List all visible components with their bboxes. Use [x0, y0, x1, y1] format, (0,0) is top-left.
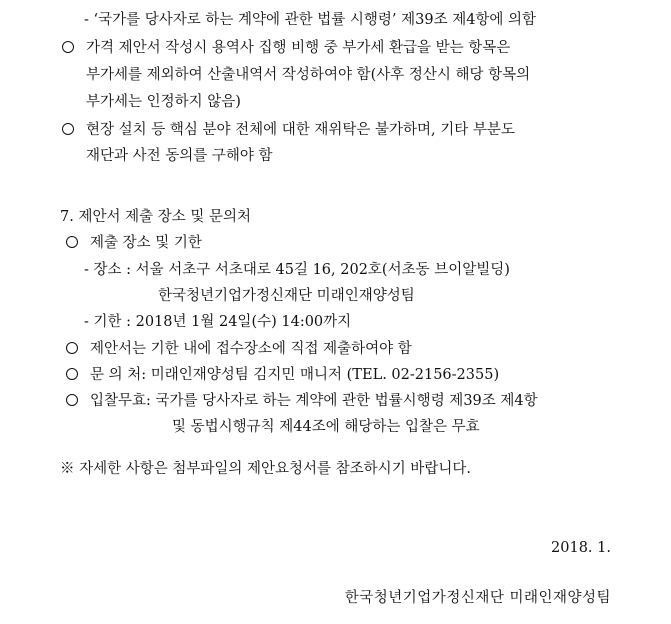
bullet-circle-icon: [62, 38, 86, 58]
list-item-text: 가격 제안서 작성시 용역사 집행 비행 중 부가세 환급을 받는 항목은: [86, 40, 511, 56]
list-item-text: 현장 설치 등 핵심 분야 전체에 대한 재위탁은 불가하며, 기타 부분도: [86, 122, 515, 138]
list-item-invalid-bid: [66, 391, 538, 411]
bullet-circle-icon: [66, 339, 90, 359]
list-item-continuation: 재단과 사전 동의를 구해야 함: [86, 148, 273, 164]
document-date: 2018. 1.: [551, 540, 611, 556]
signature-org: 한국청년기업가정신재단 미래인재양성팀: [344, 590, 611, 606]
list-item-vat: [62, 38, 510, 58]
list-item-text: 입찰무효: 국가를 당사자로 하는 계약에 관한 법률시행령 제39조 제4항: [90, 393, 538, 409]
list-item-text: 제출 장소 및 기한: [90, 235, 202, 251]
sub-item-law-reference: - ‘국가를 당사자로 하는 계약에 관한 법률 시행령’ 제39조 제4항에 의함: [84, 12, 537, 28]
list-item-continuation: 부가세를 제외하여 산출내역서 작성하여야 함(사후 정산시 해당 항목의: [86, 67, 531, 83]
section-heading: 7. 제안서 제출 장소 및 문의처: [60, 209, 251, 225]
sub-item-place: - 장소 : 서울 서초구 서초대로 45길 16, 202호(서초동 브이알빌딩): [84, 262, 510, 278]
note-text: ※ 자세한 사항은 첨부파일의 제안요청서를 참조하시기 바랍니다.: [60, 461, 471, 477]
list-item-contact: [66, 365, 499, 385]
bullet-circle-icon: [62, 120, 86, 140]
sub-item-deadline: - 기한 : 2018년 1월 24일(수) 14:00까지: [84, 314, 352, 330]
bullet-circle-icon: [66, 365, 90, 385]
list-item-text: 제안서는 기한 내에 접수장소에 직접 제출하여야 함: [90, 341, 412, 357]
list-item-text: 문 의 처: 미래인재양성팀 김지민 매니저 (TEL. 02-2156-2355): [90, 367, 500, 383]
sub-item-place-org: 한국청년기업가정신재단 미래인재양성팀: [158, 288, 415, 304]
bullet-circle-icon: [66, 233, 90, 253]
bullet-circle-icon: [66, 391, 90, 411]
list-item-direct-submit: [66, 339, 412, 359]
list-item-subcontract: [62, 120, 515, 140]
list-item-place-deadline: [66, 233, 202, 253]
list-item-continuation: 및 동법시행규칙 제44조에 해당하는 입찰은 무효: [172, 419, 480, 435]
list-item-continuation: 부가세는 인정하지 않음): [86, 94, 241, 110]
